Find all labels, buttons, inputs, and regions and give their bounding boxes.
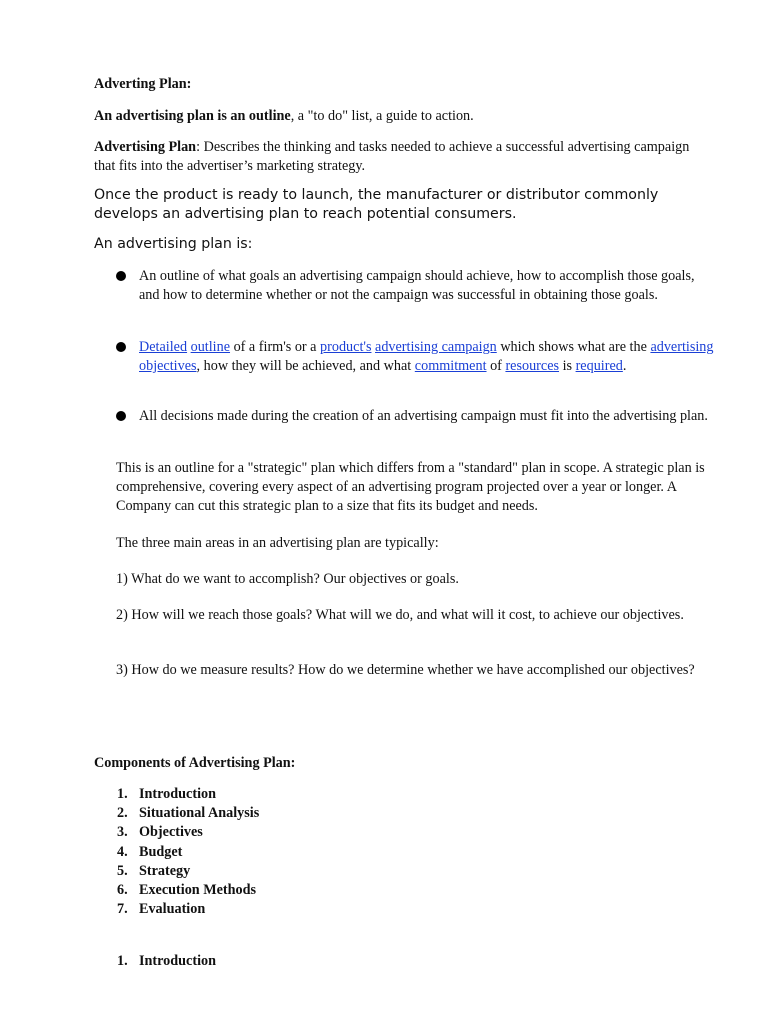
list-item: 2. Situational Analysis	[117, 805, 260, 822]
components-list	[117, 785, 417, 919]
list-item: 7. Evaluation	[117, 901, 206, 918]
bullet-icon	[116, 407, 130, 421]
bullet-icon	[116, 338, 130, 352]
question-1: 1) What do we want to accomplish? Our objectives or goals.	[116, 571, 459, 587]
definition-outline-bold: An advertising plan is an outline	[94, 108, 291, 124]
link-advertising-objectives[interactable]: advertising objectives	[139, 339, 714, 374]
question-3: 3) How do we measure results? How do we determine whether we have accomplished our objectives?	[116, 662, 695, 678]
bullet-item-detailed-outline: Detailed outline of a firm's or a product's advertising campaign which shows what are the advertising objectives, how they will be achieved, and what commitment of resources is required.	[139, 339, 714, 374]
link-resources[interactable]: resources	[505, 358, 560, 374]
link-required[interactable]: required	[575, 358, 623, 374]
list-item: 3. Objectives	[117, 824, 203, 841]
areas-intro: The three main areas in an advertising plan are typically:	[116, 535, 439, 551]
section-heading-introduction	[117, 952, 417, 971]
link-products[interactable]: product's	[320, 339, 372, 355]
link-outline[interactable]: outline	[190, 339, 231, 355]
bullet-item-goals: An outline of what goals an advertising campaign should achieve, how to accomplish those goals, and how to determine whether or not the campaign was successful in obtaining those goals.	[139, 268, 695, 303]
list-item: 6. Execution Methods	[117, 881, 257, 898]
list-item: 5. Strategy	[117, 862, 191, 879]
definition-outline	[94, 107, 714, 126]
plan-is-label: An advertising plan is:	[94, 236, 253, 252]
strategic-paragraph: This is an outline for a "strategic" plan which differs from a "standard" plan in scope. A strategic plan is comprehensive, covering every aspect of an advertising program projected over a year or longer. A Company can cut this strategic plan to a size that fits its budget and needs.	[116, 460, 705, 514]
page-title: Adverting Plan:	[94, 76, 192, 92]
list-item: 4. Budget	[117, 843, 183, 860]
link-commitment[interactable]: commitment	[414, 358, 487, 374]
link-advertising-campaign[interactable]: advertising campaign	[375, 339, 497, 355]
intro-paragraph: Once the product is ready to launch, the manufacturer or distributor commonly develops an advertising plan to reach potential consumers.	[94, 187, 659, 222]
definition-plan	[94, 138, 714, 176]
list-item: 1. Introduction	[117, 786, 216, 802]
list-item: 1. Introduction	[117, 953, 216, 969]
question-2: 2) How will we reach those goals? What will we do, and what will it cost, to achieve our objectives.	[116, 607, 684, 623]
components-heading: Components of Advertising Plan:	[94, 755, 296, 771]
definition-outline-rest: , a "to do" list, a guide to action.	[290, 108, 474, 124]
bullet-icon	[116, 267, 130, 281]
bullet-item-decisions: All decisions made during the creation of an advertising campaign must fit into the advertising plan.	[139, 408, 708, 424]
link-detailed[interactable]: Detailed	[139, 339, 188, 355]
definition-plan-rest: : Describes the thinking and tasks needed to achieve a successful advertising campaign that fits into the advertiser’s marketing strategy.	[94, 139, 690, 174]
definition-plan-bold: Advertising Plan	[94, 139, 197, 155]
